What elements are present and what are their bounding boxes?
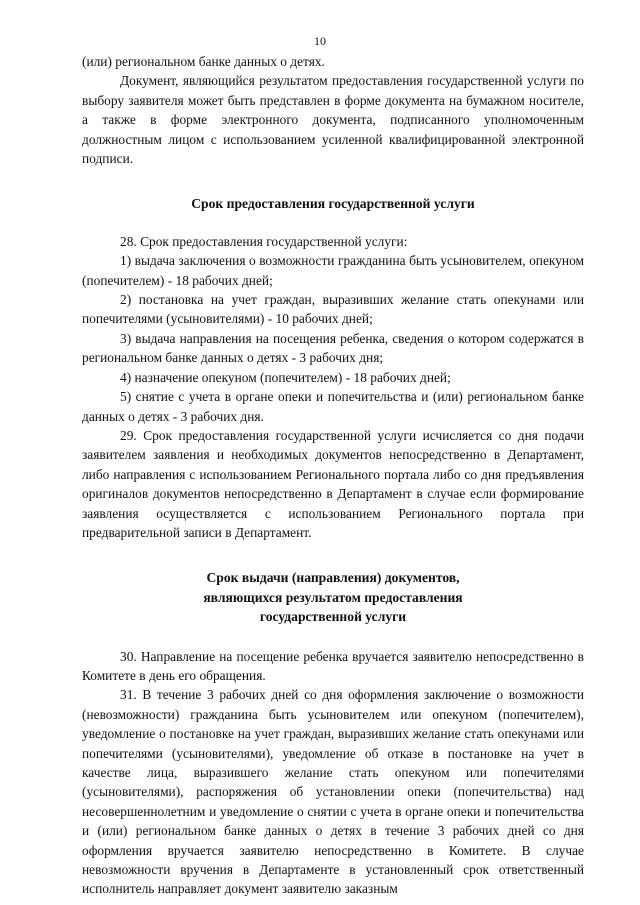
section-heading-line-1: Срок выдачи (направления) документов, [206, 570, 460, 586]
paragraph-31: 31. В течение 3 рабочих дней со дня оформления заключение о возможности (невозможности) гражданина быть усыновителем или опекуном (попечителем), уведомление о постановке на учет граждан, выразивших желание стать опекунами или попечителями (усыновителями), уведомление об отказе в постановке на учет в качестве лица, выразившего желание стать опекуном или попечителями (усыновителями), распоряжения об установлении опеки (попечительства) над несовершеннолетним и уведомление о снятии с учета в органе опеки и попечительства и (или) региональном банке данных о детях в течение 3 рабочих дней со дня оформления вручается заявителю непосредственно в Комитете. В случае невозможности вручения в Департаменте в установленный срок ответственный исполнитель направляет документ заявителю заказным [82, 687, 584, 897]
list-item-28-4: 4) назначение опекуном (попечителем) - 18 рабочих дней; [120, 369, 451, 385]
list-item-28-2: 2) постановка на учет граждан, выразивших желание стать опекунами или попечителями (усыновителями) - 10 рабочих дней; [82, 292, 584, 327]
section-heading-line-2: являющихся результатом предоставления [203, 589, 463, 605]
section-heading-line-3: государственной услуги [259, 609, 407, 625]
paragraph-result-document: Документ, являющийся результатом предоставления государственной услуги по выбору заявителя может быть представлен в форме документа на бумажном носителе, а также в форме электронного документа, подписанного уполномоченным должностным лицом с использованием усиленной квалифицированной электронной подписи. [82, 73, 584, 167]
paragraph-continuation: (или) региональном банке данных о детях. [82, 54, 325, 69]
paragraph-30: 30. Направление на посещение ребенка вручается заявителю непосредственно в Комитете в день его обращения. [82, 648, 584, 683]
paragraph-28: 28. Срок предоставления государственной услуги: [120, 233, 408, 249]
paragraph-29: 29. Срок предоставления государственной услуги исчисляется со дня подачи заявителем заявления и необходимых документов непосредственно в Департамент, либо направления с использованием Регионального портала либо со дня предъявления оригиналов документов непосредственно в Департамент в случае если формирование заявления осуществляется с использованием Регионального портала при предварительной записи в Департамент. [82, 427, 584, 540]
document-body [82, 52, 584, 899]
list-item-28-5: 5) снятие с учета в органе опеки и попечительства и (или) региональном банке данных о детях - 3 рабочих дня. [82, 389, 584, 424]
page-number: 10 [314, 34, 326, 48]
list-item-28-1: 1) выдача заключения о возможности гражданина быть усыновителем, опекуном (попечителем) - 18 рабочих дней; [82, 253, 584, 288]
section-heading-term: Срок предоставления государственной услуги [191, 196, 475, 212]
list-item-28-3: 3) выдача направления на посещения ребенка, сведения о котором содержатся в региональном банке данных о детях - 3 рабочих дня; [82, 330, 584, 366]
section-heading-issue [82, 568, 584, 626]
